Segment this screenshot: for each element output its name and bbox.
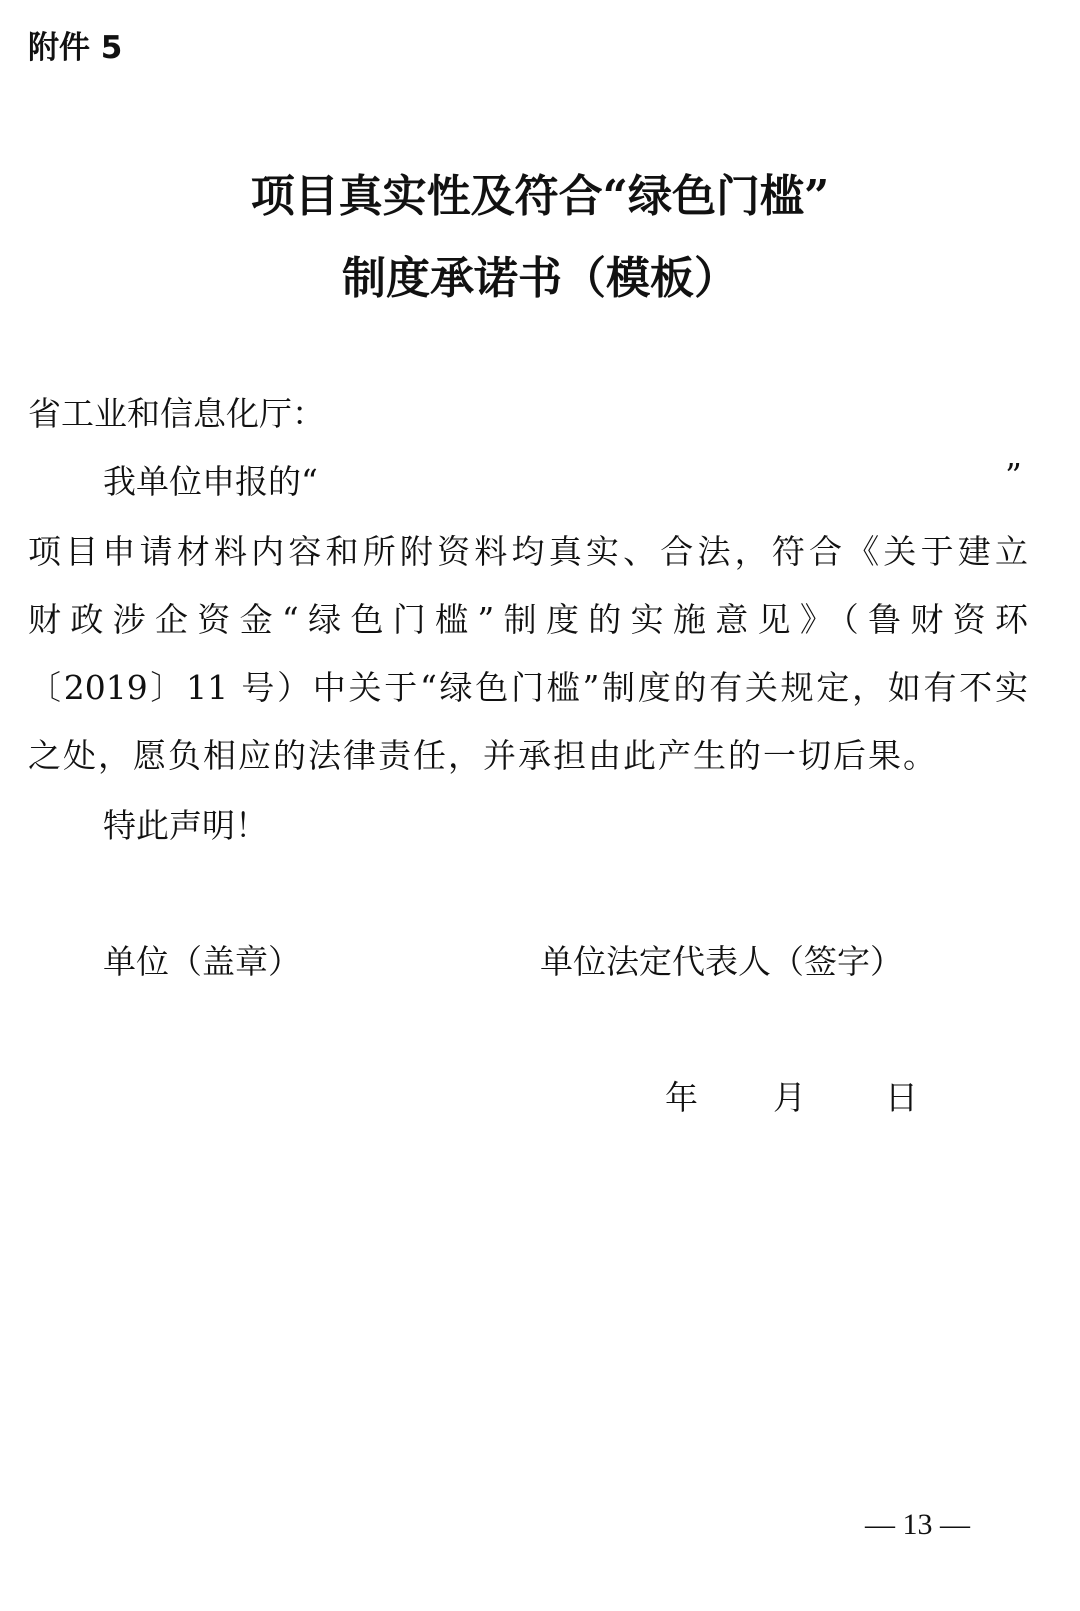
unit-seal-label: 单位（盖章） — [103, 942, 301, 981]
paragraph-line-4: 〔2019〕11 号）中关于“绿色门槛”制度的有关规定，如有不实 — [28, 668, 1028, 707]
declaration: 特此声明！ — [103, 806, 268, 845]
document-title-line-1: 项目真实性及符合“绿色门槛” — [250, 171, 830, 222]
document-title-line-2: 制度承诺书（模板） — [342, 253, 738, 304]
attachment-label: 附件 5 — [28, 30, 123, 66]
paragraph-line-1-end: ” — [1005, 456, 1022, 495]
date-month-label: 月 — [773, 1078, 806, 1117]
paragraph-line-1-start: 我单位申报的“ — [103, 462, 318, 501]
paragraph-line-2: 项目申请材料内容和所附资料均真实、合法，符合《关于建立 — [28, 532, 1028, 571]
page-number: — 13 — — [865, 1508, 970, 1541]
date-year-label: 年 — [665, 1078, 698, 1117]
legal-representative-label: 单位法定代表人（签字） — [540, 942, 903, 981]
paragraph-line-3: 财政涉企资金“绿色门槛”制度的实施意见》（鲁财资环 — [28, 600, 1028, 639]
paragraph-line-5: 之处，愿负相应的法律责任，并承担由此产生的一切后果。 — [28, 736, 938, 775]
date-day-label: 日 — [885, 1078, 918, 1117]
addressee: 省工业和信息化厅： — [28, 394, 325, 433]
